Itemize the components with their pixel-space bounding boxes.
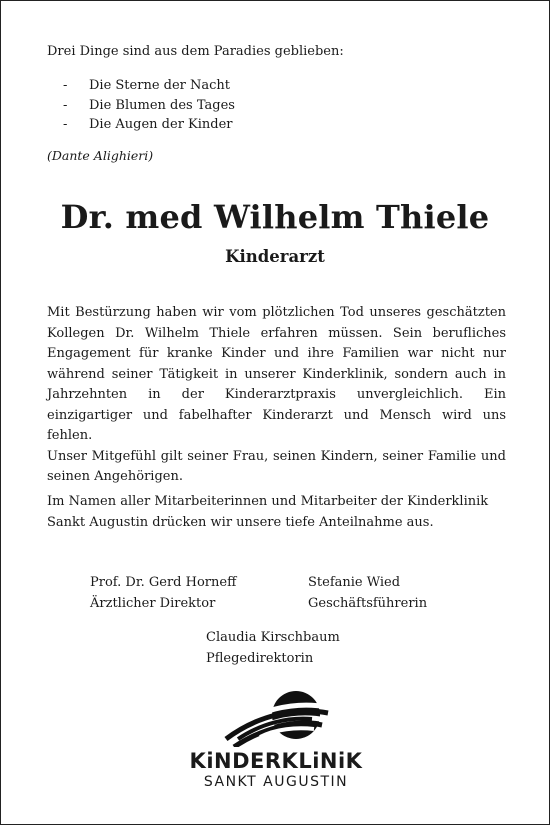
signatory-name: Prof. Dr. Gerd Horneff	[90, 575, 237, 590]
signatory-role: Ärztlicher Direktor	[90, 595, 216, 611]
quote-list	[63, 76, 235, 135]
list-item	[63, 115, 235, 135]
signatory-name: Stefanie Wied	[308, 575, 401, 590]
signatory-role: Pflegedirektorin	[206, 650, 314, 666]
quote-intro: Drei Dinge sind aus dem Paradies geblieben:	[47, 44, 344, 59]
list-dash: -	[63, 97, 68, 113]
logo-subtitle: SANKT AUGUSTIN	[203, 774, 349, 790]
signatory-role: Geschäftsführerin	[308, 595, 428, 611]
condolence-text	[47, 303, 506, 488]
list-dash: -	[63, 117, 68, 132]
closing-paragraph: Im Namen aller Mitarbeiterinnen und Mitarbeiter der Kinderklinik Sankt Augustin drücken wir unsere tiefe Anteilnahme aus.	[47, 494, 489, 530]
list-item-text: Die Augen der Kinder	[89, 117, 233, 132]
signatory	[90, 573, 236, 614]
list-item	[63, 76, 235, 96]
list-item-text: Die Sterne der Nacht	[89, 78, 231, 93]
logo-emblem-icon	[216, 687, 336, 747]
signatory	[206, 628, 340, 669]
logo-name: KiNDERKLiNiK	[189, 749, 363, 773]
signatory	[308, 573, 427, 614]
quote-author: (Dante Alighieri)	[47, 148, 154, 163]
condolence-paragraph: Mit Bestürzung haben wir vom plötzlichen Tod unseres geschätzten Kollegen Dr. Wilhelm Thiele erfahren müssen. Sein berufliches Engagement für kranke Kinder und ihre Familien war nicht nur während seiner Tätigkeit in unserer Kinderklinik, sondern auch in Jahrzehnten in der Kinderarztpraxis unvergleichlich. Ein einzigartiger und fabelhafter Kinderarzt und Mensch wird uns fehlen.	[47, 305, 506, 443]
list-item	[63, 96, 235, 116]
condolence-paragraph: Unser Mitgefühl gilt seiner Frau, seinen Kindern, seiner Familie und seinen Angehörigen.	[47, 448, 506, 484]
kinderklinik-logo	[181, 687, 371, 797]
list-item-text: Die Blumen des Tages	[89, 97, 235, 113]
deceased-name: Dr. med Wilhelm Thiele	[60, 198, 490, 236]
list-dash: -	[63, 78, 68, 93]
signatory-name: Claudia Kirschbaum	[206, 630, 340, 645]
deceased-profession: Kinderarzt	[225, 247, 325, 266]
